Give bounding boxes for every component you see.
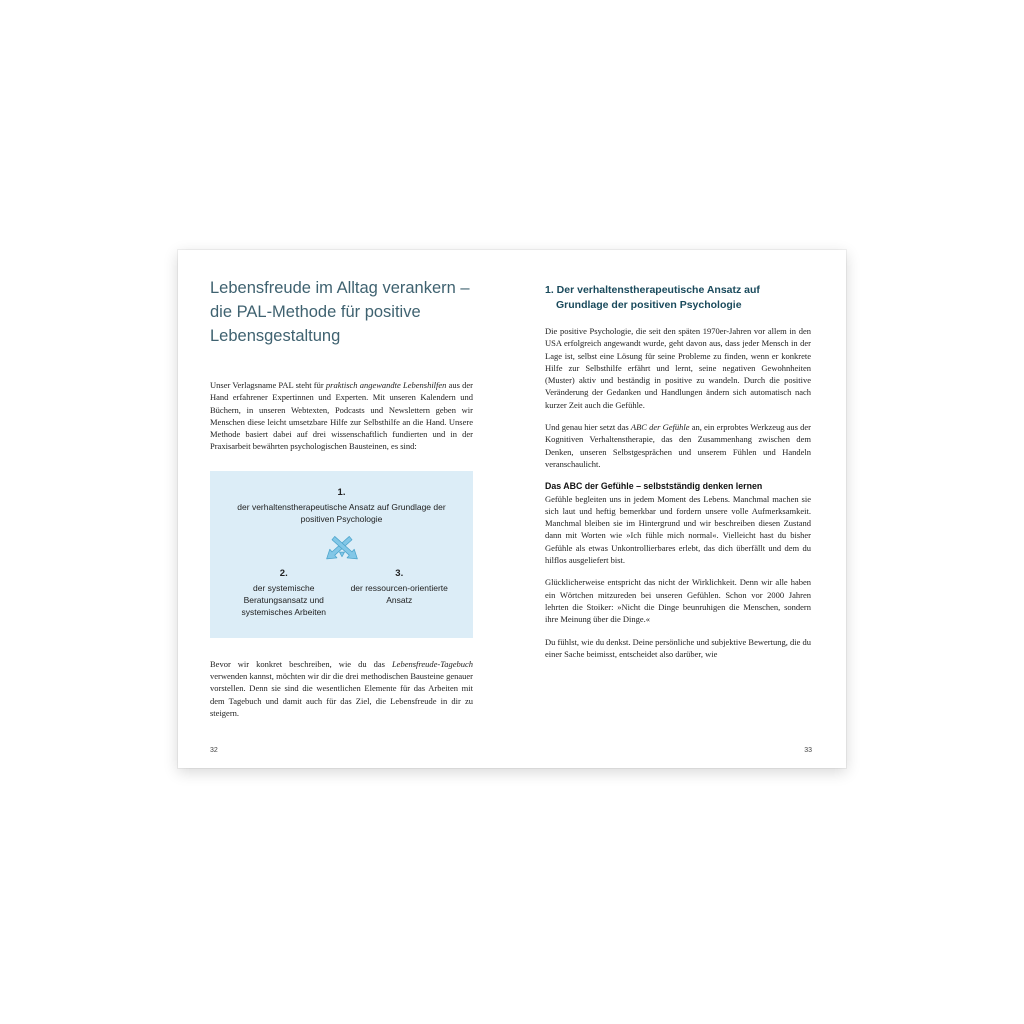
method-item-2: [226, 568, 342, 618]
method-item-1-number: 1.: [337, 486, 346, 498]
section-paragraph-3: Gefühle begleiten uns in jedem Moment des Lebens. Manchmal machen sie sich laut und heftig bemerkbar und fordern unsere volle Aufmerksamkeit. Manchmal bleiben sie im Hintergrund und wir beschreiben diesen Zustand dann mit Worten wie »Ich fühle mich normal«. Vielleicht hast du bisher Gefühle als etwas Unkontrollierbares erlebt, das dich überfällt und dem du hilflos ausgeliefert bist.: [545, 493, 811, 566]
method-item-3-label: der ressourcen-orientierte Ansatz: [350, 582, 448, 605]
chapter-title-line-1: Lebensfreude im Alltag verankern –: [210, 279, 470, 297]
method-item-3-number: 3.: [395, 567, 404, 579]
page-number-left: 32: [210, 747, 218, 754]
section-paragraph-4: Glücklicherweise entspricht das nicht der Wirklichkeit. Denn wir alle haben ein Wörtchen mitzureden bei unseren Gefühlen. Schon vor 2000 Jahren lehrten die Stoiker: »Nicht die Dinge beunruhigen die Menschen, sondern ihre Meinung über die Dinge.«: [545, 577, 811, 625]
page-number-right: 33: [804, 747, 812, 754]
book-spread: [178, 250, 846, 768]
method-item-2-label: der systemische Beratungsansatz und systemisches Arbeiten: [241, 582, 327, 617]
chapter-title-line-2: die PAL-Methode für positive: [210, 303, 421, 321]
intro-paragraph: Unser Verlagsname PAL steht für praktisch angewandte Lebenshilfen aus der Hand erfahrener Expertinnen und Experten. Mit unseren Kalendern und Büchern, in unseren Webtexten, Podcasts und Newslettern geben wir Menschen diese leicht umsetzbare Hilfe zur Selbsthilfe an die Hand. Unsere Methode basiert dabei auf drei wissenschaftlich fundierten und in der Praxisarbeit bewährten psychologischen Bausteinen, es sind:: [210, 380, 473, 452]
method-item-1: [226, 487, 457, 525]
right-page: [545, 283, 811, 660]
section-paragraph-5: Du fühlst, wie du denkst. Deine persönliche und subjektive Bewertung, die du einer Sache beimisst, entscheidet also darüber, wie: [545, 636, 811, 659]
outro-paragraph: Bevor wir konkret beschreiben, wie du das Lebensfreude-Tagebuch verwenden kannst, möchten wir dir die drei methodischen Bausteine genauer vorstellen. Denn sie sind die wesentlichen Elemente für das Arbeiten mit dem Tagebuch und damit auch für das Ziel, die Lebensfreude in dir zu steigern.: [210, 658, 473, 718]
section-paragraph-1: Die positive Psychologie, die seit den späten 1970er-Jahren vor allem in den USA erfolgreich angewandt wurde, geht davon aus, dass jeder Mensch in der Lage ist, selbst eine Lösung für seine Probleme zu finden, wenn er konkrete Hilfe zur Selbsthilfe erfährt und lernt, seine negativen Gewohnheiten (Muster) aktiv und beständig in positive zu wandeln. Durch die positive Veränderung der Gedanken und Handlungen ändern sich automatisch nach kurzer Zeit auch die Gefühle.: [545, 326, 811, 410]
chapter-title: [210, 276, 473, 348]
method-items-row: [226, 568, 457, 618]
subsection-heading: Das ABC der Gefühle – selbstständig denken lernen: [545, 481, 763, 492]
section-heading: 1. Der verhaltenstherapeutische Ansatz auf Grundlage der positiven Psychologie: [545, 284, 760, 311]
method-diagram-box: [210, 471, 473, 638]
section-paragraph-2: Und genau hier setzt das ABC der Gefühle an, ein erprobtes Werkzeug aus der Kognitiven Verhaltenstherapie, das den Zusammenhang zwischen dem Denken, unseren Selbstgesprächen und unserem Fühlen und Handeln veranschaulicht.: [545, 422, 811, 469]
method-item-2-number: 2.: [279, 567, 288, 579]
left-page: [210, 276, 473, 719]
method-item-1-label: der verhaltenstherapeutische Ansatz auf Grundlage der positiven Psychologie: [237, 501, 446, 524]
diverging-arrows-icon: [226, 532, 457, 565]
chapter-title-line-3: Lebensgestaltung: [210, 327, 341, 345]
method-item-3: [342, 568, 458, 618]
